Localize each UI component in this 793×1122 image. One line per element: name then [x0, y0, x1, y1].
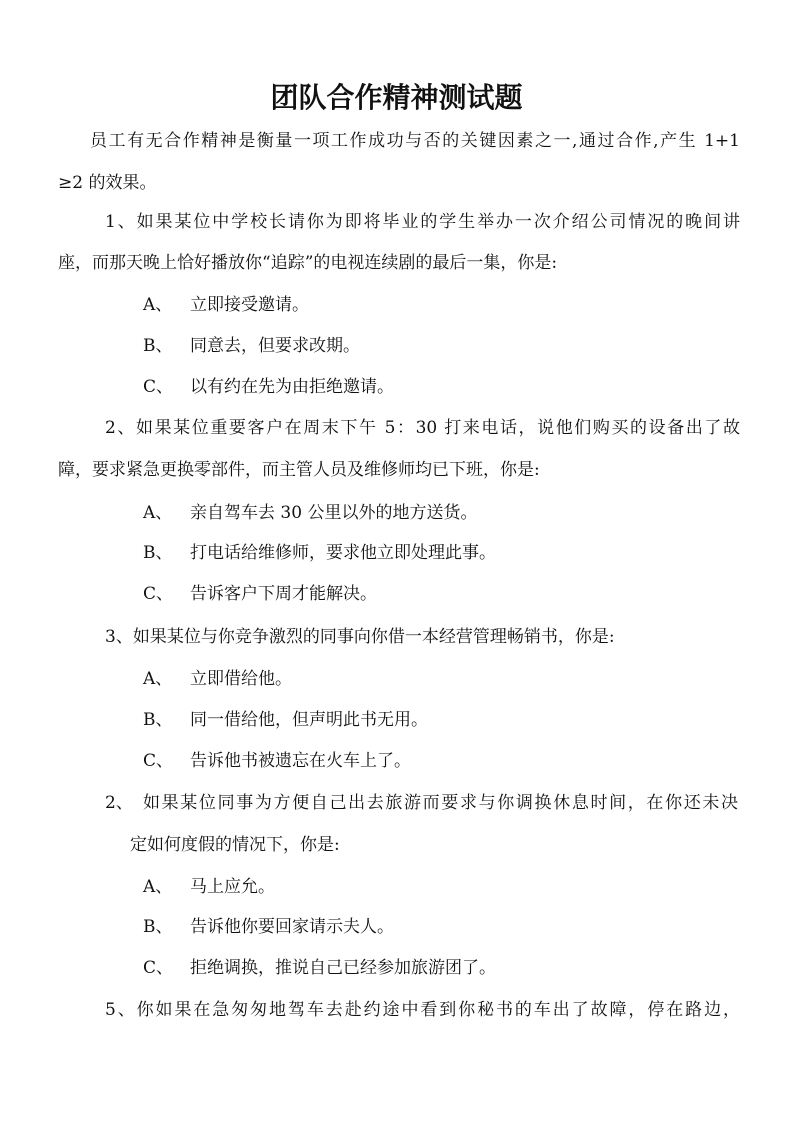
option-label: C、: [143, 584, 174, 604]
question-4-line-1: 如果某位同事为方便自己出去旅游而要求与你调换休息时间，在你还未决: [143, 793, 738, 813]
intro-line-2: ≥2 的效果。: [58, 173, 157, 193]
option-text: 打电话给维修师，要求他立即处理此事。: [190, 543, 496, 563]
option-label: C、: [143, 751, 174, 771]
question-2-line-1: 2、如果某位重要客户在周末下午 5：30 打来电话，说他们购买的设备出了故: [105, 418, 740, 438]
option-label: A、: [143, 503, 173, 523]
option-text: 马上应允。: [190, 877, 275, 897]
option-text: 以有约在先为由拒绝邀请。: [190, 377, 394, 397]
option-text: 立即接受邀请。: [190, 295, 309, 315]
page-title: 团队合作精神测试题: [270, 81, 523, 114]
option-text: 亲自驾车去 30 公里以外的地方送货。: [190, 503, 478, 523]
option-text: 告诉客户下周才能解决。: [190, 584, 377, 604]
question-5-line-1: 5、你如果在急匆匆地驾车去赴约途中看到你秘书的车出了故障，停在路边，: [105, 1000, 740, 1020]
option-label: A、: [143, 669, 173, 689]
option-label: A、: [143, 877, 173, 897]
question-1-line-2: 座，而那天晚上恰好播放你“追踪”的电视连续剧的最后一集，你是:: [58, 253, 558, 273]
option-label: B、: [143, 710, 173, 730]
option-text: 告诉他你要回家请示夫人。: [190, 917, 394, 937]
option-text: 拒绝调换，推说自己已经参加旅游团了。: [190, 958, 496, 978]
question-4-number: 2、: [105, 793, 133, 813]
question-4-line-2: 定如何度假的情况下，你是:: [130, 835, 340, 855]
option-text: 同意去，但要求改期。: [190, 336, 360, 356]
option-label: B、: [143, 917, 173, 937]
option-label: B、: [143, 543, 173, 563]
option-text: 同一借给他，但声明此书无用。: [190, 710, 428, 730]
option-text: 立即借给他。: [190, 669, 292, 689]
question-2-line-2: 障，要求紧急更换零部件，而主管人员及维修师均已下班，你是:: [58, 460, 540, 480]
option-label: C、: [143, 377, 174, 397]
question-1-line-1: 1、如果某位中学校长请你为即将毕业的学生举办一次介绍公司情况的晚间讲: [105, 212, 740, 232]
intro-line-1: 员工有无合作精神是衡量一项工作成功与否的关键因素之一,通过合作,产生 1+1: [90, 131, 740, 151]
option-label: B、: [143, 336, 173, 356]
question-3-line-1: 3、如果某位与你竞争激烈的同事向你借一本经营管理畅销书，你是:: [105, 627, 615, 647]
option-label: A、: [143, 295, 173, 315]
option-text: 告诉他书被遗忘在火车上了。: [190, 751, 411, 771]
option-label: C、: [143, 958, 174, 978]
